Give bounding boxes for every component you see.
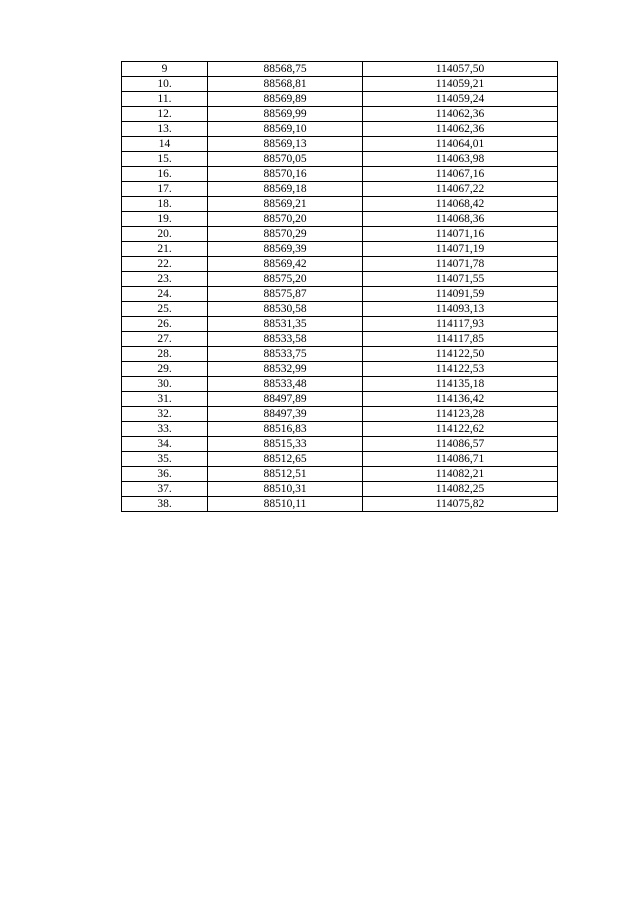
x-coordinate-cell: 88516,83 <box>208 422 363 437</box>
point-number-cell: 28. <box>122 347 208 362</box>
y-coordinate-cell: 114059,21 <box>363 77 558 92</box>
y-coordinate-cell: 114075,82 <box>363 497 558 512</box>
x-coordinate-cell: 88533,58 <box>208 332 363 347</box>
table-row <box>122 77 558 92</box>
point-number-cell: 16. <box>122 167 208 182</box>
y-coordinate-cell: 114122,50 <box>363 347 558 362</box>
x-coordinate-cell: 88531,35 <box>208 317 363 332</box>
point-number-cell: 35. <box>122 452 208 467</box>
table-row <box>122 287 558 302</box>
point-number-cell: 29. <box>122 362 208 377</box>
point-number-cell: 15. <box>122 152 208 167</box>
y-coordinate-cell: 114071,78 <box>363 257 558 272</box>
table-row <box>122 212 558 227</box>
y-coordinate-cell: 114068,36 <box>363 212 558 227</box>
x-coordinate-cell: 88570,29 <box>208 227 363 242</box>
y-coordinate-cell: 114071,16 <box>363 227 558 242</box>
x-coordinate-cell: 88532,99 <box>208 362 363 377</box>
x-coordinate-cell: 88569,39 <box>208 242 363 257</box>
table-row <box>122 467 558 482</box>
y-coordinate-cell: 114068,42 <box>363 197 558 212</box>
y-coordinate-cell: 114122,53 <box>363 362 558 377</box>
y-coordinate-cell: 114067,16 <box>363 167 558 182</box>
coordinates-table <box>121 61 558 512</box>
table-row <box>122 227 558 242</box>
x-coordinate-cell: 88569,13 <box>208 137 363 152</box>
x-coordinate-cell: 88533,48 <box>208 377 363 392</box>
point-number-cell: 13. <box>122 122 208 137</box>
table-row <box>122 482 558 497</box>
y-coordinate-cell: 114117,93 <box>363 317 558 332</box>
x-coordinate-cell: 88570,05 <box>208 152 363 167</box>
y-coordinate-cell: 114086,71 <box>363 452 558 467</box>
x-coordinate-cell: 88569,21 <box>208 197 363 212</box>
table-row <box>122 437 558 452</box>
point-number-cell: 21. <box>122 242 208 257</box>
table-row <box>122 257 558 272</box>
point-number-cell: 34. <box>122 437 208 452</box>
table-row <box>122 272 558 287</box>
y-coordinate-cell: 114117,85 <box>363 332 558 347</box>
x-coordinate-cell: 88570,16 <box>208 167 363 182</box>
point-number-cell: 36. <box>122 467 208 482</box>
table-row <box>122 377 558 392</box>
y-coordinate-cell: 114067,22 <box>363 182 558 197</box>
y-coordinate-cell: 114091,59 <box>363 287 558 302</box>
x-coordinate-cell: 88569,42 <box>208 257 363 272</box>
x-coordinate-cell: 88575,20 <box>208 272 363 287</box>
point-number-cell: 37. <box>122 482 208 497</box>
table-row <box>122 197 558 212</box>
table-row <box>122 182 558 197</box>
table-row <box>122 347 558 362</box>
table-row <box>122 362 558 377</box>
table-row <box>122 92 558 107</box>
y-coordinate-cell: 114082,25 <box>363 482 558 497</box>
point-number-cell: 17. <box>122 182 208 197</box>
point-number-cell: 11. <box>122 92 208 107</box>
point-number-cell: 14 <box>122 137 208 152</box>
point-number-cell: 10. <box>122 77 208 92</box>
x-coordinate-cell: 88568,81 <box>208 77 363 92</box>
table-row <box>122 407 558 422</box>
point-number-cell: 27. <box>122 332 208 347</box>
point-number-cell: 9 <box>122 62 208 77</box>
x-coordinate-cell: 88533,75 <box>208 347 363 362</box>
table-row <box>122 452 558 467</box>
x-coordinate-cell: 88530,58 <box>208 302 363 317</box>
table-row <box>122 167 558 182</box>
table-row <box>122 137 558 152</box>
point-number-cell: 32. <box>122 407 208 422</box>
y-coordinate-cell: 114071,55 <box>363 272 558 287</box>
point-number-cell: 19. <box>122 212 208 227</box>
y-coordinate-cell: 114057,50 <box>363 62 558 77</box>
x-coordinate-cell: 88510,31 <box>208 482 363 497</box>
y-coordinate-cell: 114135,18 <box>363 377 558 392</box>
x-coordinate-cell: 88575,87 <box>208 287 363 302</box>
y-coordinate-cell: 114136,42 <box>363 392 558 407</box>
point-number-cell: 23. <box>122 272 208 287</box>
point-number-cell: 31. <box>122 392 208 407</box>
point-number-cell: 18. <box>122 197 208 212</box>
table-row <box>122 107 558 122</box>
y-coordinate-cell: 114063,98 <box>363 152 558 167</box>
point-number-cell: 20. <box>122 227 208 242</box>
x-coordinate-cell: 88568,75 <box>208 62 363 77</box>
point-number-cell: 12. <box>122 107 208 122</box>
y-coordinate-cell: 114093,13 <box>363 302 558 317</box>
y-coordinate-cell: 114122,62 <box>363 422 558 437</box>
x-coordinate-cell: 88512,65 <box>208 452 363 467</box>
x-coordinate-cell: 88515,33 <box>208 437 363 452</box>
y-coordinate-cell: 114059,24 <box>363 92 558 107</box>
table-row <box>122 242 558 257</box>
table-body <box>122 62 558 512</box>
x-coordinate-cell: 88569,99 <box>208 107 363 122</box>
x-coordinate-cell: 88497,39 <box>208 407 363 422</box>
point-number-cell: 30. <box>122 377 208 392</box>
table-row <box>122 332 558 347</box>
y-coordinate-cell: 114071,19 <box>363 242 558 257</box>
point-number-cell: 26. <box>122 317 208 332</box>
x-coordinate-cell: 88510,11 <box>208 497 363 512</box>
y-coordinate-cell: 114062,36 <box>363 122 558 137</box>
table-row <box>122 392 558 407</box>
x-coordinate-cell: 88569,89 <box>208 92 363 107</box>
table-row <box>122 497 558 512</box>
point-number-cell: 24. <box>122 287 208 302</box>
table-row <box>122 62 558 77</box>
y-coordinate-cell: 114062,36 <box>363 107 558 122</box>
x-coordinate-cell: 88570,20 <box>208 212 363 227</box>
point-number-cell: 25. <box>122 302 208 317</box>
y-coordinate-cell: 114123,28 <box>363 407 558 422</box>
table-row <box>122 317 558 332</box>
point-number-cell: 33. <box>122 422 208 437</box>
table-row <box>122 152 558 167</box>
table-row <box>122 422 558 437</box>
point-number-cell: 22. <box>122 257 208 272</box>
y-coordinate-cell: 114082,21 <box>363 467 558 482</box>
y-coordinate-cell: 114064,01 <box>363 137 558 152</box>
x-coordinate-cell: 88569,10 <box>208 122 363 137</box>
table-row <box>122 122 558 137</box>
table-row <box>122 302 558 317</box>
x-coordinate-cell: 88569,18 <box>208 182 363 197</box>
point-number-cell: 38. <box>122 497 208 512</box>
y-coordinate-cell: 114086,57 <box>363 437 558 452</box>
x-coordinate-cell: 88512,51 <box>208 467 363 482</box>
x-coordinate-cell: 88497,89 <box>208 392 363 407</box>
